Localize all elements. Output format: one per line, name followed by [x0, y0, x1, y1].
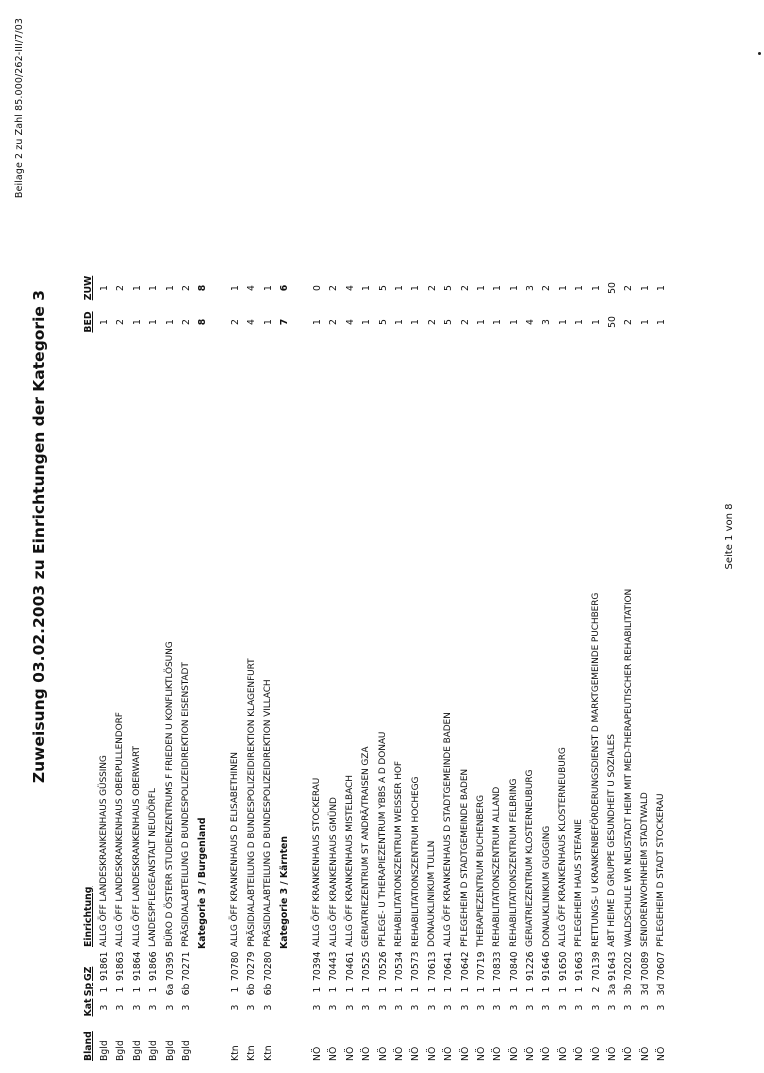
- cell-einrichtung: PRÄSIDIALABTEILUNG D BUNDESPOLIZEIDIREKTION KLAGENFURT: [246, 658, 257, 947]
- cell-bland: Bgld: [164, 1040, 176, 1061]
- cell-bland: NÖ: [607, 1046, 619, 1061]
- cell-kat: 3: [148, 1004, 160, 1011]
- cell-einrichtung: ALLG ÖFF LANDESKRANKENHAUS OBERWART: [131, 746, 142, 947]
- cell-bed: 1: [508, 319, 520, 325]
- table-row: [408, 273, 424, 1061]
- cell-gz: 91663: [574, 951, 586, 981]
- cell-gz: 70089: [639, 951, 651, 981]
- cell-zuw: 1: [574, 285, 586, 291]
- cell-einrichtung: PFLEGEHEIM D STADTGEMEINDE BADEN: [459, 768, 470, 947]
- cell-kat: 3: [557, 1004, 569, 1011]
- cell-gz: 70526: [377, 951, 389, 981]
- cell-einrichtung: PRÄSIDIALABTEILUNG D BUNDESPOLIZEIDIREKTION EISENSTADT: [181, 662, 192, 947]
- cell-gz: 91863: [115, 951, 127, 981]
- cell-zuw: 2: [180, 285, 192, 291]
- cell-gz: 70279: [246, 951, 258, 981]
- cell-kat: 3: [377, 1004, 389, 1011]
- cell-bland: NÖ: [377, 1046, 389, 1061]
- cell-kat: 3: [164, 1004, 176, 1011]
- table-row: [228, 273, 244, 1061]
- table-row: [441, 273, 457, 1061]
- assignment-table: [80, 273, 670, 1061]
- cell-bed: 4: [525, 319, 537, 325]
- cell-sp: 1: [541, 986, 553, 993]
- cell-kat: 3: [361, 1004, 373, 1011]
- cell-gz: 70641: [443, 951, 455, 981]
- cell-bland: NÖ: [508, 1046, 520, 1061]
- cell-kat: 3: [180, 1004, 192, 1011]
- cell-einrichtung: ABT HEIME D GRUPPE GESUNDHEIT U SOZIALES: [607, 734, 618, 947]
- spacer-row: [211, 273, 227, 1061]
- table-row: [309, 273, 325, 1061]
- summary-bed: 8: [197, 318, 209, 326]
- cell-gz: 70719: [475, 951, 487, 981]
- cell-gz: 91866: [148, 951, 160, 981]
- cell-gz: 70443: [328, 951, 340, 981]
- cell-einrichtung: REHABILITATIONSZENTRUM HOCHEGG: [410, 776, 421, 947]
- cell-sp: 1: [131, 986, 143, 993]
- col-sp: Sp: [82, 982, 94, 997]
- cell-zuw: 1: [361, 285, 373, 291]
- cell-sp: 6b: [180, 983, 192, 996]
- cell-bed: 1: [410, 319, 422, 325]
- cell-gz: 70534: [393, 951, 405, 981]
- cell-kat: 3: [607, 1004, 619, 1011]
- cell-zuw: 2: [328, 285, 340, 291]
- cell-kat: 3: [508, 1004, 520, 1011]
- cell-bland: NÖ: [574, 1046, 586, 1061]
- cell-bland: Bgld: [115, 1040, 127, 1061]
- cell-einrichtung: ALLG ÖFF KRANKENHAUS STOCKERAU: [312, 777, 323, 947]
- cell-zuw: 2: [115, 285, 127, 291]
- table-row: [96, 273, 112, 1061]
- table-row: [113, 273, 129, 1061]
- cell-zuw: 1: [590, 285, 602, 291]
- cell-sp: 1: [312, 986, 324, 993]
- cell-bland: NÖ: [344, 1046, 356, 1061]
- cell-gz: 70833: [492, 951, 504, 981]
- table-row: [457, 273, 473, 1061]
- cell-kat: 3: [443, 1004, 455, 1011]
- cell-bland: Bgld: [98, 1040, 110, 1061]
- table-row: [342, 273, 358, 1061]
- cell-bed: 1: [361, 319, 373, 325]
- table-row: [637, 273, 653, 1061]
- cell-zuw: 2: [623, 285, 635, 291]
- category-summary-row: [195, 273, 211, 1061]
- cell-zuw: 1: [508, 285, 520, 291]
- cell-bed: 1: [131, 319, 143, 325]
- cell-bed: 1: [656, 319, 668, 325]
- cell-einrichtung: ALLG ÖFF KRANKENHAUS KLOSTERNEUBURG: [558, 747, 569, 947]
- cell-kat: 3: [623, 1004, 635, 1011]
- cell-bland: NÖ: [393, 1046, 405, 1061]
- cell-sp: 3d: [656, 983, 668, 996]
- cell-zuw: 1: [639, 285, 651, 291]
- cell-einrichtung: REHABILITATIONSZENTRUM WEISSER HOF: [394, 761, 405, 947]
- cell-zuw: 1: [393, 285, 405, 291]
- cell-bed: 1: [148, 319, 160, 325]
- cell-gz: 70573: [410, 951, 422, 981]
- cell-zuw: 5: [443, 285, 455, 291]
- cell-zuw: 1: [164, 285, 176, 291]
- cell-bed: 1: [475, 319, 487, 325]
- cell-bed: 1: [262, 319, 274, 325]
- cell-sp: 1: [328, 986, 340, 993]
- cell-bed: 2: [459, 319, 471, 325]
- cell-bland: Ktn: [246, 1045, 258, 1061]
- cell-kat: 3: [393, 1004, 405, 1011]
- cell-zuw: 0: [312, 285, 324, 291]
- cell-bland: Ktn: [262, 1045, 274, 1061]
- summary-zuw: 6: [279, 284, 291, 292]
- table-row: [621, 273, 637, 1061]
- cell-bland: Bgld: [131, 1040, 143, 1061]
- cell-einrichtung: DONAUKLINIKUM TULLN: [426, 840, 437, 947]
- cell-zuw: 1: [557, 285, 569, 291]
- cell-zuw: 1: [475, 285, 487, 291]
- cell-einrichtung: LANDESPFLEGEANSTALT NEUDÖRFL: [148, 788, 159, 947]
- cell-bland: Ktn: [230, 1045, 242, 1061]
- cell-kat: 3: [639, 1004, 651, 1011]
- cell-kat: 3: [246, 1004, 258, 1011]
- page-number: Seite 1 von 8: [724, 503, 735, 570]
- cell-bland: NÖ: [541, 1046, 553, 1061]
- cell-gz: 70840: [508, 951, 520, 981]
- cell-bed: 1: [492, 319, 504, 325]
- category-summary-row: [277, 273, 293, 1061]
- cell-gz: 91861: [98, 951, 110, 981]
- cell-einrichtung: SENIORENWOHNHEIM STADTWALD: [639, 792, 650, 947]
- col-einrichtung: Einrichtung: [82, 886, 94, 947]
- cell-sp: 1: [508, 986, 520, 993]
- cell-kat: 3: [312, 1004, 324, 1011]
- cell-einrichtung: ALLG ÖFF KRANKENHAUS D ELISABETHINEN: [230, 752, 241, 947]
- cell-kat: 3: [230, 1004, 242, 1011]
- cell-zuw: 2: [426, 285, 438, 291]
- cell-kat: 3: [98, 1004, 110, 1011]
- cell-kat: 3: [656, 1004, 668, 1011]
- cell-bed: 50: [607, 316, 619, 328]
- summary-bed: 7: [279, 318, 291, 326]
- cell-sp: 1: [148, 986, 160, 993]
- cell-bland: NÖ: [492, 1046, 504, 1061]
- cell-einrichtung: THERAPIEZENTRUM BUCHENBERG: [476, 794, 487, 947]
- cell-bed: 2: [115, 319, 127, 325]
- cell-sp: 1: [525, 986, 537, 993]
- cell-gz: 70139: [590, 951, 602, 981]
- cell-zuw: 1: [148, 285, 160, 291]
- cell-bland: NÖ: [328, 1046, 340, 1061]
- cell-bland: NÖ: [639, 1046, 651, 1061]
- cell-bed: 1: [393, 319, 405, 325]
- cell-einrichtung: REHABILITATIONSZENTRUM FELBRING: [508, 778, 519, 947]
- table-row: [326, 273, 342, 1061]
- cell-gz: 91864: [131, 951, 143, 981]
- cell-zuw: 5: [377, 285, 389, 291]
- table-row: [506, 273, 522, 1061]
- cell-bed: 4: [246, 319, 258, 325]
- cell-bland: NÖ: [557, 1046, 569, 1061]
- cell-zuw: 4: [246, 285, 258, 291]
- cell-sp: 1: [443, 986, 455, 993]
- cell-zuw: 1: [98, 285, 110, 291]
- cell-gz: 70642: [459, 951, 471, 981]
- spacer-row: [293, 273, 309, 1061]
- cell-einrichtung: DONAUKLINIKUM GUGGING: [541, 825, 552, 947]
- cell-einrichtung: PFLEGE- U THERAPIEZENTRUM YBBS A D DONAU: [377, 731, 388, 947]
- cell-kat: 3: [525, 1004, 537, 1011]
- cell-kat: 3: [574, 1004, 586, 1011]
- cell-zuw: 4: [344, 285, 356, 291]
- cell-zuw: 3: [525, 285, 537, 291]
- cell-bland: NÖ: [426, 1046, 438, 1061]
- cell-bed: 2: [180, 319, 192, 325]
- cell-bland: NÖ: [459, 1046, 471, 1061]
- table-row: [260, 273, 276, 1061]
- cell-einrichtung: ALLG ÖFF KRANKENHAUS MISTELBACH: [344, 775, 355, 947]
- cell-zuw: 2: [459, 285, 471, 291]
- cell-bed: 1: [98, 319, 110, 325]
- cell-einrichtung: ALLG ÖFF KRANKENHAUS D STADTGEMEINDE BADEN: [443, 712, 454, 947]
- cell-bed: 2: [328, 319, 340, 325]
- cell-sp: 1: [115, 986, 127, 993]
- cell-sp: 1: [574, 986, 586, 993]
- cell-gz: 70394: [312, 951, 324, 981]
- cell-kat: 3: [328, 1004, 340, 1011]
- cell-einrichtung: GERIATRIEZENTRUM KLOSTERNEUBURG: [525, 769, 536, 947]
- table-row: [162, 273, 178, 1061]
- cell-bed: 1: [574, 319, 586, 325]
- cell-zuw: 1: [131, 285, 143, 291]
- cell-einrichtung: RETTUNGS- U KRANKENBEFÖRDERUNGSDIENST D MARKTGEMEINDE PUCHBERG: [590, 592, 601, 947]
- cell-gz: 91646: [541, 951, 553, 981]
- cell-zuw: 1: [230, 285, 242, 291]
- cell-gz: 70395: [164, 951, 176, 981]
- cell-sp: 1: [492, 986, 504, 993]
- table-row: [359, 273, 375, 1061]
- cell-sp: 1: [230, 986, 242, 993]
- cell-sp: 3d: [639, 983, 651, 996]
- page-title: Zuweisung 03.02.2003 zu Einrichtungen der Kategorie 3: [30, 289, 48, 784]
- col-bland: Bland: [82, 1031, 94, 1061]
- cell-gz: 91650: [557, 951, 569, 981]
- summary-label: Kategorie 3 / Kärnten: [279, 836, 291, 949]
- col-zuw: ZUW: [82, 275, 94, 301]
- cell-bed: 5: [377, 319, 389, 325]
- cell-gz: 70780: [230, 951, 242, 981]
- cell-zuw: 1: [492, 285, 504, 291]
- cell-bed: 2: [426, 319, 438, 325]
- cell-sp: 1: [377, 986, 389, 993]
- cell-kat: 3: [459, 1004, 471, 1011]
- cell-sp: 1: [393, 986, 405, 993]
- col-gz: GZ: [82, 966, 94, 981]
- cell-bed: 3: [541, 319, 553, 325]
- cell-einrichtung: PFLEGEHEIM HAUS STEFANIE: [574, 819, 585, 947]
- cell-bed: 2: [230, 319, 242, 325]
- cell-sp: 3a: [607, 983, 619, 996]
- cell-einrichtung: BÜRO D ÖSTERR STUDIENZENTRUMS F FRIEDEN U KONFLIKTLÖSUNG: [164, 641, 175, 947]
- cell-sp: 6b: [262, 983, 274, 996]
- cell-einrichtung: REHABILITATIONSZENTRUM ALLAND: [492, 786, 503, 947]
- cell-sp: 1: [361, 986, 373, 993]
- cell-bed: 5: [443, 319, 455, 325]
- cell-kat: 3: [115, 1004, 127, 1011]
- cell-gz: 70613: [426, 951, 438, 981]
- cell-einrichtung: WALDSCHULE WR NEUSTADT HEIM MIT MED-THERAPEUTISCHER REHABILITATION: [623, 588, 634, 947]
- summary-label: Kategorie 3 / Burgenland: [197, 817, 209, 949]
- table-row: [523, 273, 539, 1061]
- cell-bland: Bgld: [180, 1040, 192, 1061]
- cell-gz: 70271: [180, 951, 192, 981]
- table-row: [375, 273, 391, 1061]
- table-row: [146, 273, 162, 1061]
- cell-einrichtung: ALLG ÖFF KRANKENHAUS GMÜND: [328, 797, 339, 947]
- cell-einrichtung: ALLG ÖFF LANDESKRANKENHAUS GÜSSING: [99, 755, 110, 947]
- cell-einrichtung: ALLG ÖFF LANDESKRANKENHAUS OBERPULLENDORF: [115, 712, 126, 947]
- cell-sp: 2: [590, 986, 602, 993]
- table-header-row: [80, 273, 96, 1061]
- cell-kat: 3: [590, 1004, 602, 1011]
- cell-gz: 91643: [607, 951, 619, 981]
- cell-gz: 70607: [656, 951, 668, 981]
- cell-gz: 70202: [623, 951, 635, 981]
- cell-bland: Bgld: [148, 1040, 160, 1061]
- spacer-cell: [293, 273, 309, 1061]
- table-row: [391, 273, 407, 1061]
- cell-sp: 6a: [164, 983, 176, 996]
- cell-bland: NÖ: [656, 1046, 668, 1061]
- cell-bed: 1: [639, 319, 651, 325]
- spacer-cell: [211, 273, 227, 1061]
- cell-gz: 91226: [525, 951, 537, 981]
- cell-bland: NÖ: [312, 1046, 324, 1061]
- table-row: [129, 273, 145, 1061]
- cell-einrichtung: GERIATRIEZENTRUM ST ANDRÄ/TRAISEN GZA: [361, 746, 372, 947]
- table-row: [490, 273, 506, 1061]
- cell-bed: 1: [164, 319, 176, 325]
- cell-bland: NÖ: [475, 1046, 487, 1061]
- table-row: [473, 273, 489, 1061]
- cell-bland: NÖ: [410, 1046, 422, 1061]
- cell-sp: 6b: [246, 983, 258, 996]
- table-row: [539, 273, 555, 1061]
- cell-gz: 70280: [262, 951, 274, 981]
- cell-kat: 3: [426, 1004, 438, 1011]
- table-row: [572, 273, 588, 1061]
- cell-kat: 3: [475, 1004, 487, 1011]
- cell-bland: NÖ: [623, 1046, 635, 1061]
- table-row: [654, 273, 670, 1061]
- table-row: [244, 273, 260, 1061]
- cell-zuw: 1: [656, 285, 668, 291]
- cell-kat: 3: [344, 1004, 356, 1011]
- table-row: [605, 273, 621, 1061]
- cell-zuw: 1: [410, 285, 422, 291]
- table-row: [588, 273, 604, 1061]
- cell-bland: NÖ: [525, 1046, 537, 1061]
- cell-einrichtung: PFLEGEHEIM D STADT STOCKERAU: [656, 793, 667, 947]
- cell-kat: 3: [410, 1004, 422, 1011]
- cell-zuw: 50: [607, 282, 619, 294]
- cell-gz: 70461: [344, 951, 356, 981]
- cell-sp: 1: [410, 986, 422, 993]
- cell-kat: 3: [492, 1004, 504, 1011]
- table-row: [555, 273, 571, 1061]
- cell-kat: 3: [131, 1004, 143, 1011]
- table-row: [424, 273, 440, 1061]
- col-kat: Kat: [82, 998, 94, 1017]
- col-bed: BED: [82, 311, 94, 333]
- cell-sp: 1: [344, 986, 356, 993]
- attachment-reference: Beilage 2 zu Zahl 85.000/262-III/7/03: [14, 18, 25, 199]
- cell-sp: 1: [475, 986, 487, 993]
- cell-kat: 3: [541, 1004, 553, 1011]
- cell-sp: 1: [426, 986, 438, 993]
- cell-sp: 1: [557, 986, 569, 993]
- table-row: [178, 273, 194, 1061]
- cell-zuw: 2: [541, 285, 553, 291]
- cell-bland: NÖ: [590, 1046, 602, 1061]
- cell-bed: 2: [623, 319, 635, 325]
- cell-bed: 1: [590, 319, 602, 325]
- cell-sp: 3b: [623, 983, 635, 996]
- cell-einrichtung: PRÄSIDIALABTEILUNG D BUNDESPOLIZEIDIREKTION VILLACH: [262, 679, 273, 947]
- cell-kat: 3: [262, 1004, 274, 1011]
- cell-bed: 4: [344, 319, 356, 325]
- cell-zuw: 1: [262, 285, 274, 291]
- cell-bed: 1: [557, 319, 569, 325]
- cell-bed: 1: [312, 319, 324, 325]
- cell-bland: NÖ: [361, 1046, 373, 1061]
- cell-sp: 1: [459, 986, 471, 993]
- cell-bland: NÖ: [443, 1046, 455, 1061]
- summary-zuw: 8: [197, 284, 209, 292]
- cell-gz: 70525: [361, 951, 373, 981]
- cell-sp: 1: [98, 986, 110, 993]
